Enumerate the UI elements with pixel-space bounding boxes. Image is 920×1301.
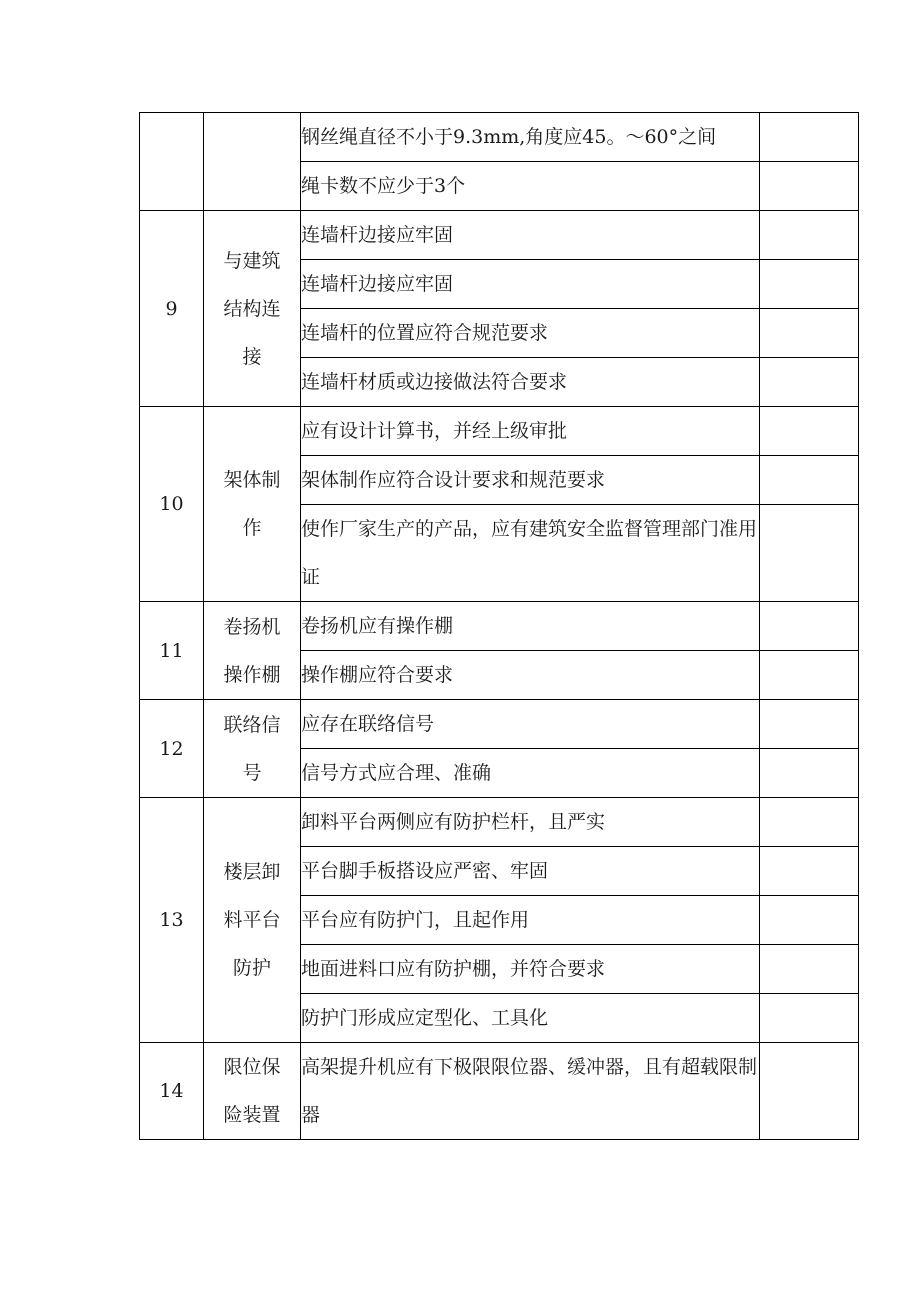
result-cell bbox=[760, 798, 859, 847]
requirement-cell: 连墙杆材质或边接做法符合要求 bbox=[301, 358, 760, 407]
table-row bbox=[140, 211, 859, 260]
item-category: 卷扬机操作棚 bbox=[223, 615, 281, 686]
item-number-cell: 9 bbox=[140, 211, 204, 407]
item-category: 联络信号 bbox=[223, 713, 281, 784]
item-number-cell: 13 bbox=[140, 798, 204, 1043]
result-cell bbox=[760, 749, 859, 798]
item-category-cell bbox=[204, 113, 301, 211]
requirement-cell: 卸料平台两侧应有防护栏杆，且严实 bbox=[301, 798, 760, 847]
requirement-cell: 高架提升机应有下极限限位器、缓冲器，且有超载限制器 bbox=[301, 1043, 760, 1140]
item-category: 楼层卸料平台防护 bbox=[223, 861, 281, 979]
result-cell bbox=[760, 309, 859, 358]
result-cell bbox=[760, 651, 859, 700]
requirement-cell: 架体制作应符合设计要求和规范要求 bbox=[301, 456, 760, 505]
result-cell bbox=[760, 847, 859, 896]
requirement-cell: 操作棚应符合要求 bbox=[301, 651, 760, 700]
table-row bbox=[140, 113, 859, 162]
requirement-cell: 连墙杆边接应牢固 bbox=[301, 260, 760, 309]
item-category: 限位保险装置 bbox=[223, 1056, 281, 1126]
item-category-cell bbox=[204, 798, 301, 1043]
result-cell bbox=[760, 505, 859, 602]
item-category: 与建筑结构连接 bbox=[223, 249, 281, 368]
result-cell bbox=[760, 113, 859, 162]
result-cell bbox=[760, 211, 859, 260]
result-cell bbox=[760, 162, 859, 211]
item-number-cell: 12 bbox=[140, 700, 204, 798]
requirement-cell: 连墙杆边接应牢固 bbox=[301, 211, 760, 260]
result-cell bbox=[760, 896, 859, 945]
table-row bbox=[140, 1043, 859, 1140]
table-row bbox=[140, 602, 859, 651]
item-number-cell: 10 bbox=[140, 407, 204, 602]
requirement-cell: 地面进料口应有防护棚，并符合要求 bbox=[301, 945, 760, 994]
result-cell bbox=[760, 700, 859, 749]
item-category: 架体制作 bbox=[223, 469, 281, 539]
requirement-cell: 钢丝绳直径不小于9.3mm,角度应45。～60°之间 bbox=[301, 113, 760, 162]
table-row bbox=[140, 407, 859, 456]
result-cell bbox=[760, 260, 859, 309]
item-category-cell bbox=[204, 407, 301, 602]
item-number-cell: 11 bbox=[140, 602, 204, 700]
result-cell bbox=[760, 407, 859, 456]
requirement-cell: 应有设计计算书，并经上级审批 bbox=[301, 407, 760, 456]
item-category-cell bbox=[204, 602, 301, 700]
table-row bbox=[140, 700, 859, 749]
requirement-cell: 卷扬机应有操作棚 bbox=[301, 602, 760, 651]
requirement-cell: 使作厂家生产的产品，应有建筑安全监督管理部门准用证 bbox=[301, 505, 760, 602]
requirement-cell: 平台应有防护门，且起作用 bbox=[301, 896, 760, 945]
requirement-cell: 应存在联络信号 bbox=[301, 700, 760, 749]
result-cell bbox=[760, 602, 859, 651]
result-cell bbox=[760, 358, 859, 407]
item-category-cell bbox=[204, 211, 301, 407]
item-category-cell bbox=[204, 700, 301, 798]
inspection-table bbox=[139, 112, 859, 1140]
item-number-cell: 14 bbox=[140, 1043, 204, 1140]
table-row bbox=[140, 798, 859, 847]
requirement-cell: 连墙杆的位置应符合规范要求 bbox=[301, 309, 760, 358]
requirement-cell: 防护门形成应定型化、工具化 bbox=[301, 994, 760, 1043]
requirement-cell: 信号方式应合理、准确 bbox=[301, 749, 760, 798]
item-category-cell bbox=[204, 1043, 301, 1140]
requirement-cell: 平台脚手板搭设应严密、牢固 bbox=[301, 847, 760, 896]
item-number-cell bbox=[140, 113, 204, 211]
result-cell bbox=[760, 456, 859, 505]
result-cell bbox=[760, 945, 859, 994]
result-cell bbox=[760, 1043, 859, 1140]
result-cell bbox=[760, 994, 859, 1043]
requirement-cell: 绳卡数不应少于3个 bbox=[301, 162, 760, 211]
